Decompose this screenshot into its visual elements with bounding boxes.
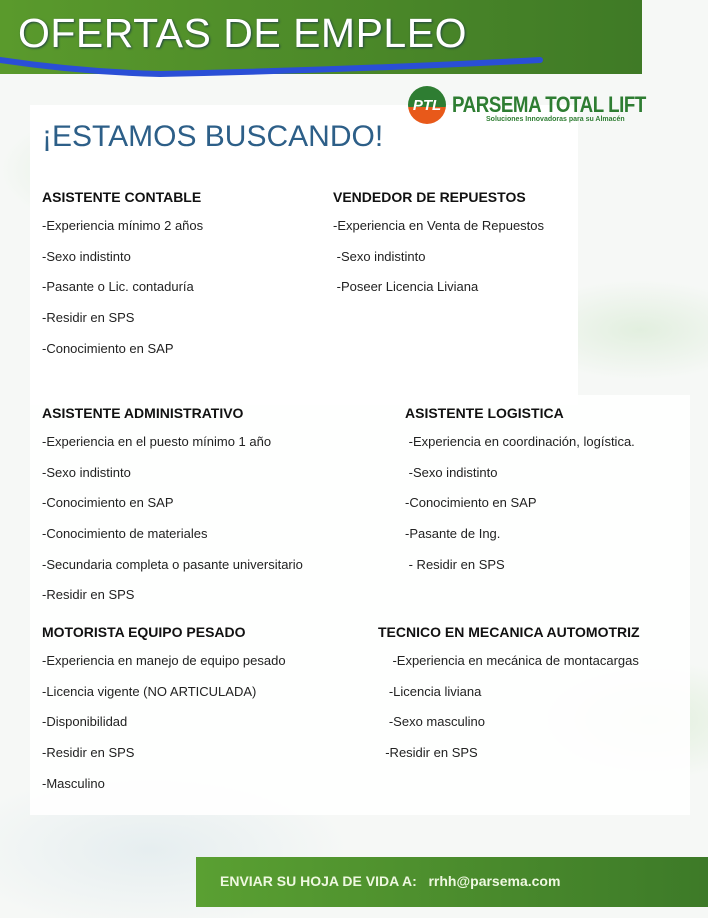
requirement-item: -Conocimiento en SAP: [42, 495, 174, 511]
requirement-item: -Licencia liviana: [378, 683, 482, 699]
requirement-item: -Experiencia en Venta de Repuestos: [333, 218, 545, 233]
page-title: OFERTAS DE EMPLEO: [18, 10, 467, 56]
company-logo: [408, 86, 680, 124]
requirement-item: -Experiencia en coordinación, logística.: [405, 434, 635, 449]
footer-label: ENVIAR SU HOJA DE VIDA A:: [220, 873, 417, 889]
job-title: VENDEDOR DE REPUESTOS: [333, 189, 526, 205]
requirements-list: [378, 653, 640, 776]
logo-badge-icon: PTL: [408, 86, 446, 124]
requirement-item: -Conocimiento de materiales: [42, 526, 208, 542]
requirement-item: -Experiencia en mecánica de montacargas: [378, 653, 639, 668]
subtitle: ¡ESTAMOS BUSCANDO!: [42, 120, 384, 153]
requirement-item: -Secundaria completa o pasante universitario: [42, 556, 303, 572]
requirement-item: -Sexo indistinto: [333, 248, 426, 264]
requirement-item: -Pasante o Lic. contaduría: [42, 279, 194, 295]
requirements-list: [42, 653, 286, 806]
requirement-item: -Conocimiento en SAP: [405, 495, 537, 511]
requirement-item: -Sexo indistinto: [42, 248, 131, 264]
requirement-item: -Sexo indistinto: [42, 464, 131, 480]
requirement-item: -Residir en SPS: [42, 745, 135, 761]
requirement-item: -Experiencia mínimo 2 años: [42, 218, 204, 233]
requirement-item: -Residir en SPS: [378, 745, 478, 761]
requirements-list: [42, 218, 203, 371]
blue-underline-stroke: [0, 52, 560, 82]
requirement-item: -Conocimiento en SAP: [42, 340, 174, 356]
footer-banner: [196, 857, 708, 907]
requirements-list: [405, 434, 635, 587]
job-section: [42, 189, 203, 371]
job-title: ASISTENTE LOGISTICA: [405, 405, 564, 421]
job-section: [42, 624, 286, 806]
logo-name: PARSEMA TOTAL LIFT: [452, 92, 646, 117]
requirement-item: -Sexo masculino: [378, 714, 485, 730]
job-title: TECNICO EN MECANICA AUTOMOTRIZ: [378, 624, 640, 640]
job-section: [333, 189, 544, 310]
requirements-list: [333, 218, 544, 310]
job-title: MOTORISTA EQUIPO PESADO: [42, 624, 246, 640]
job-section: [405, 405, 635, 587]
job-title: ASISTENTE CONTABLE: [42, 189, 202, 205]
contact-email[interactable]: rrhh@parsema.com: [428, 873, 561, 889]
job-section: [42, 405, 303, 618]
requirement-item: -Residir en SPS: [42, 587, 135, 603]
job-title: ASISTENTE ADMINISTRATIVO: [42, 405, 244, 421]
requirement-item: -Pasante de Ing.: [405, 526, 501, 542]
requirement-item: -Disponibilidad: [42, 714, 128, 730]
requirement-item: -Experiencia en manejo de equipo pesado: [42, 653, 286, 668]
requirement-item: -Experiencia en el puesto mínimo 1 año: [42, 434, 272, 449]
logo-tagline: Soluciones Innovadoras para su Almacén: [486, 116, 625, 123]
requirement-item: -Sexo indistinto: [405, 464, 498, 480]
requirement-item: - Residir en SPS: [405, 556, 505, 572]
requirement-item: -Residir en SPS: [42, 310, 135, 326]
requirement-item: -Poseer Licencia Liviana: [333, 279, 479, 295]
job-section: [378, 624, 640, 776]
requirements-list: [42, 434, 303, 618]
requirement-item: -Licencia vigente (NO ARTICULADA): [42, 683, 257, 699]
requirement-item: -Masculino: [42, 775, 105, 791]
